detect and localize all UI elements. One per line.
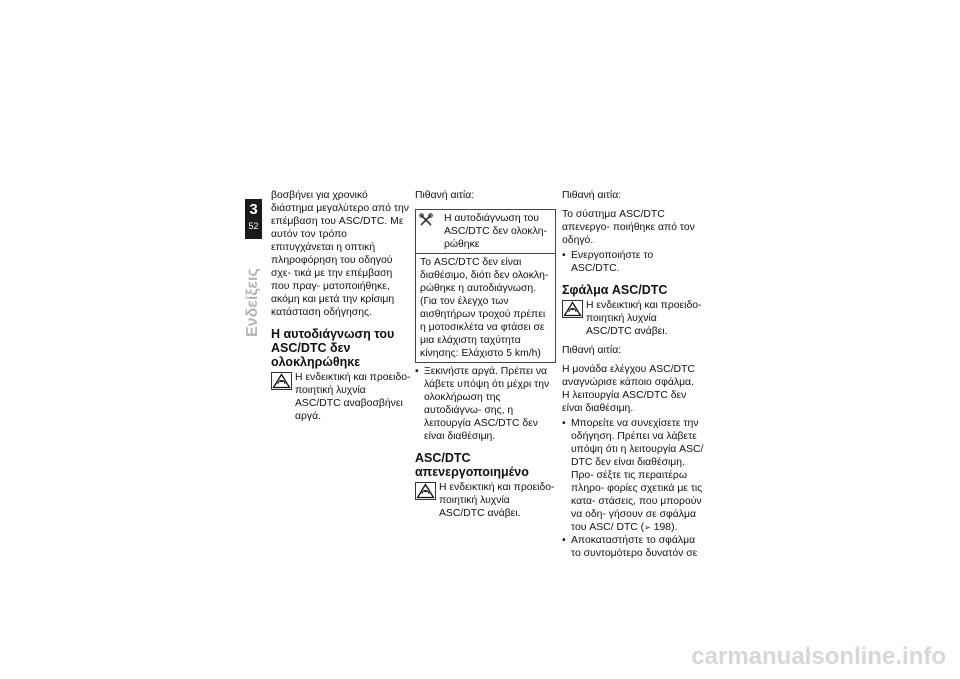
cause-box-header [415, 209, 556, 254]
cause-label: Πιθανή αιτία: [415, 190, 475, 201]
section-heading-error: Σφάλμα ASC/DTC [562, 283, 668, 297]
tools-icon [419, 213, 433, 227]
list-item [562, 417, 704, 534]
page-number: 52 [248, 221, 259, 231]
cause-text: Η μονάδα ελέγχου ASC/DTC αναγνώρισε κάποιο σφάλμα. Η λειτουργία ASC/DTC δεν είναι διαθέσιμη. [562, 364, 695, 414]
chapter-title: Ενδείξεις [244, 268, 261, 337]
page-reference-arrow-icon: ➢ [644, 523, 651, 532]
cause-box-body [415, 254, 556, 363]
chapter-number: 3 [249, 201, 258, 218]
column-3 [562, 189, 704, 560]
chapter-marker [245, 199, 262, 239]
warning-text: Η ενδεικτική και προειδο- ποιητική λυχνία ASC/DTC ανάβει. [586, 300, 702, 337]
warning-triangle-icon [271, 372, 292, 390]
section-heading-disabled: ASC/DTC απενεργοποιημένο [415, 451, 529, 479]
warning-text: Η ενδεικτική και προειδο- ποιητική λυχνία ASC/DTC ανάβει. [439, 482, 555, 519]
warning-text: Η ενδεικτική και προειδο- ποιητική λυχνία ASC/DTC αναβοσβήνει αργά. [295, 372, 411, 422]
page-reference[interactable]: 198). [653, 522, 678, 533]
warning-note [562, 299, 704, 338]
list-item: • Αποκαταστήστε το σφάλμα το συντομότερο δυνατόν σε [562, 534, 704, 560]
column-1 [271, 189, 412, 423]
cause-box-text: Το ASC/DTC δεν είναι διαθέσιμο, διότι δεν ολοκλη- ρώθηκε η αυτοδιάγνωση. (Για τον έλεγχο των αισθητήρων τροχού πρέπει η μοτοσικλέτα να φτάσει σε μια ελάχιστη ταχύτητα κίνησης: Ελάχιστο 5 km/h) [420, 257, 549, 359]
warning-note [415, 481, 556, 520]
warning-triangle-icon [415, 482, 436, 500]
column-2 [415, 189, 556, 520]
instruction-list [562, 417, 704, 560]
list-item-text: Μπορείτε να συνεχίσετε την οδήγηση. Πρέπει να λάβετε υπόψη ότι η λειτουργία ASC/ DTC δεν είναι διαθέσιμη. Προ- σέξτε τις περαιτέρω πληρο- φορίες σχετικά με τις κατα- στάσεις, που μπορούν να οδη- γήσουν σε σφάλμα του ASC/ DTC ( [571, 418, 704, 533]
warning-note [271, 371, 412, 423]
instruction-list [415, 365, 556, 443]
cause-box [415, 209, 556, 363]
list-item: • Ενεργοποιήστε το ASC/DTC. [562, 249, 704, 275]
list-item: • Ξεκινήστε αργά. Πρέπει να λάβετε υπόψη ότι μέχρι την ολοκλήρωση της αυτοδιάγνω- σης, η λειτουργία ASC/DTC δεν είναι διαθέσιμη. [415, 365, 556, 443]
section-heading-self-diagnosis: Η αυτοδιάγνωση του ASC/DTC δεν ολοκληρώθηκε [271, 327, 395, 369]
cause-text: Το σύστημα ASC/DTC απενεργο- ποιήθηκε από τον οδηγό. [562, 209, 695, 246]
instruction-list [562, 249, 704, 275]
watermark: carmanualsonline.info [691, 643, 946, 670]
warning-triangle-icon [562, 300, 583, 318]
intro-paragraph: βοσβήνει για χρονικό διάστημα μεγαλύτερο από την επέμβαση του ASC/DTC. Με αυτόν τον τρόπο επιτυγχάνεται η οπτική πληροφόρηση του οδηγού σχε- τικά με την επέμβαση που πραγ- ματοποιήθηκε, ακόμη και μετά την κρίσιμη κατάσταση οδήγησης. [271, 190, 409, 318]
cause-box-title: Η αυτοδιάγνωση του ASC/DTC δεν ολοκλη- ρώθηκε [444, 213, 548, 250]
cause-label: Πιθανή αιτία: [562, 345, 622, 356]
cause-label: Πιθανή αιτία: [562, 190, 622, 201]
